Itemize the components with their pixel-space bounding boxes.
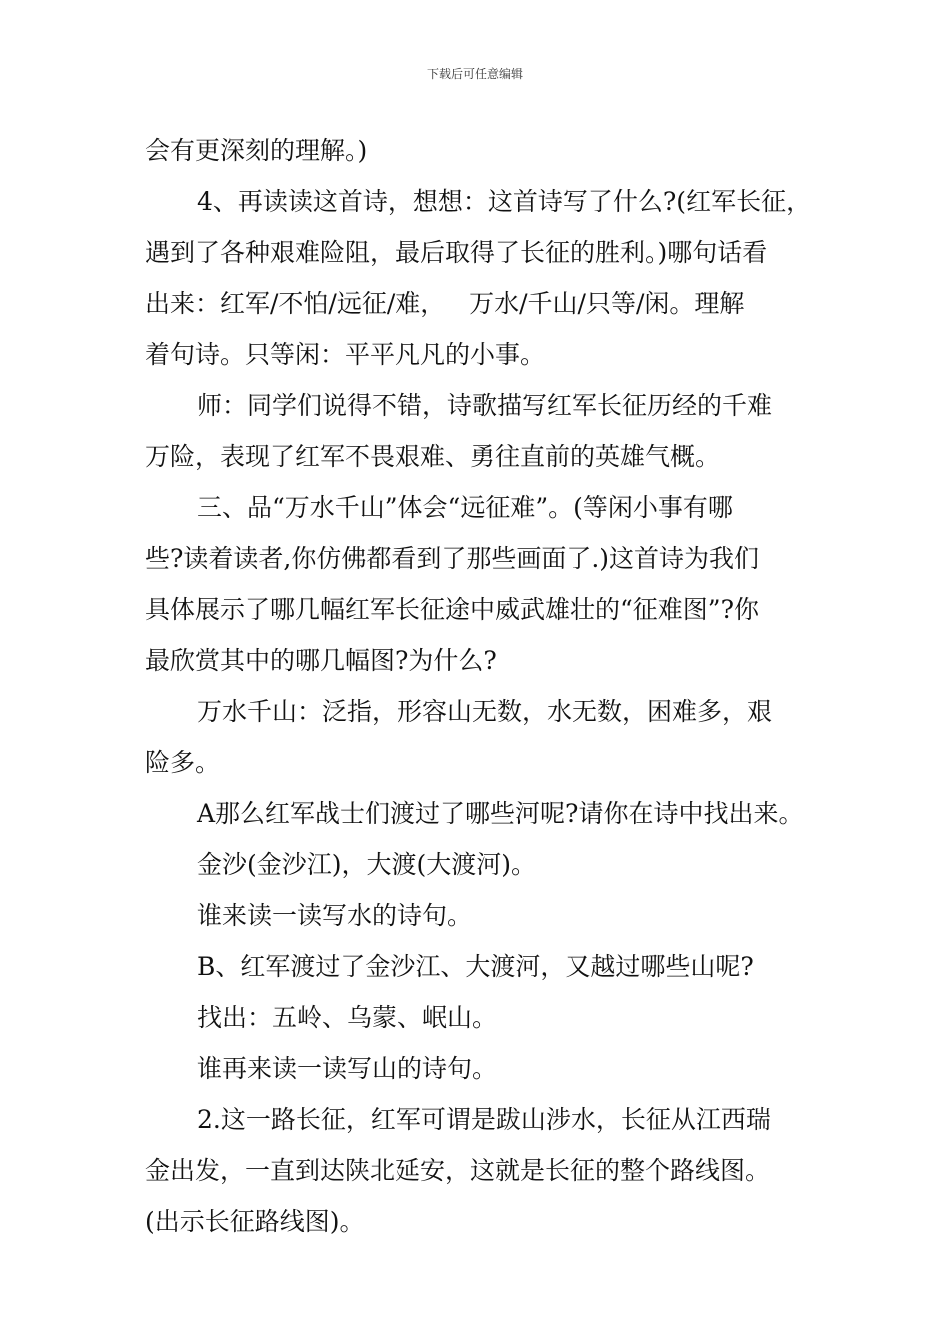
text-line: 会有更深刻的理解。) xyxy=(145,136,368,165)
text-line: 谁来读一读写水的诗句。 xyxy=(197,901,473,930)
text-line: A那么红军战士们渡过了哪些河呢?请你在诗中找出来。 xyxy=(197,799,804,828)
text-line: 谁再来读一读写山的诗句。 xyxy=(197,1054,498,1083)
text-line: 具体展示了哪几幅红军长征途中威武雄壮的“征难图”?你 xyxy=(145,595,759,624)
text-line: 万险，表现了红军不畏艰难、勇往直前的英雄气概。 xyxy=(145,442,721,471)
text-line: 万水千山：泛指，形容山无数，水无数，困难多，艰 xyxy=(197,697,773,726)
text-line: 金沙(金沙江)，大渡(大渡河)。 xyxy=(197,850,537,879)
text-line: 金出发，一直到达陕北延安，这就是长征的整个路线图。 xyxy=(145,1156,771,1185)
text-line: 找出：五岭、乌蒙、岷山。 xyxy=(197,1003,498,1032)
text-line: 出来：红军/不怕/远征/难， 万水/千山/只等/闲。理解 xyxy=(145,289,745,318)
text-line: 2.这一路长征，红军可谓是跋山涉水，长征从江西瑞 xyxy=(197,1105,771,1134)
text-line: 遇到了各种艰难险阻，最后取得了长征的胜利。)哪句话看 xyxy=(145,238,768,267)
text-line: B、红军渡过了金沙江、大渡河，又越过哪些山呢? xyxy=(197,952,754,981)
text-line: 些?读着读者,你仿佛都看到了那些画面了.)这首诗为我们 xyxy=(145,544,760,573)
text-line: 三、品“万水千山”体会“远征难”。(等闲小事有哪 xyxy=(197,493,733,522)
text-line: (出示长征路线图)。 xyxy=(145,1207,365,1236)
text-line: 着句诗。只等闲：平平凡凡的小事。 xyxy=(145,340,546,369)
text-line: 师：同学们说得不错，诗歌描写红军长征历经的千难 xyxy=(197,391,773,420)
document-body xyxy=(145,125,810,1247)
page-header: 下载后可任意编辑 xyxy=(426,67,523,81)
text-line: 4、再读读这首诗，想想：这首诗写了什么?(红军长征， xyxy=(197,187,812,216)
text-line: 险多。 xyxy=(145,748,221,777)
text-line: 最欣赏其中的哪几幅图?为什么? xyxy=(145,646,497,675)
